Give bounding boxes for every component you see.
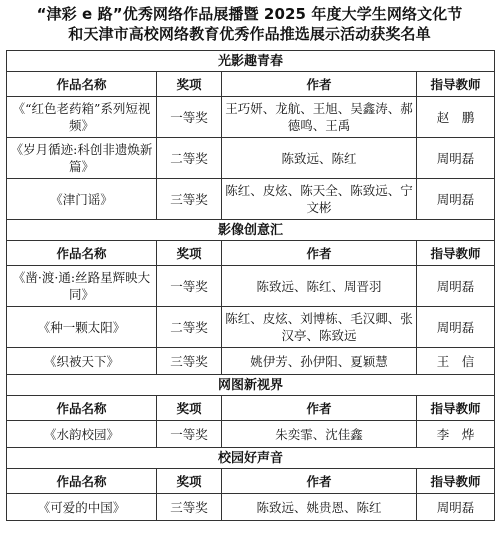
advisor-cell: 赵 鹏 <box>417 97 495 138</box>
header-advisor: 指导教师 <box>417 72 495 97</box>
header-author: 作者 <box>222 469 417 494</box>
award-cell: 一等奖 <box>157 266 222 307</box>
header-award: 奖项 <box>157 469 222 494</box>
advisor-cell: 周明磊 <box>417 494 495 521</box>
author-cell: 朱奕霏、沈佳鑫 <box>222 421 417 448</box>
header-advisor: 指导教师 <box>417 241 495 266</box>
award-cell: 一等奖 <box>157 97 222 138</box>
header-row <box>7 72 495 97</box>
author-cell: 陈致远、姚贵恩、陈红 <box>222 494 417 521</box>
table-row <box>7 266 495 307</box>
section-row <box>7 220 495 241</box>
advisor-cell: 周明磊 <box>417 307 495 348</box>
advisor-cell: 周明磊 <box>417 179 495 220</box>
work-cell: 《岁月循迹:科创非遗焕新篇》 <box>7 138 157 179</box>
header-row <box>7 469 495 494</box>
header-award: 奖项 <box>157 241 222 266</box>
work-cell: 《水韵校园》 <box>7 421 157 448</box>
section-title: 校园好声音 <box>7 448 495 469</box>
header-advisor: 指导教师 <box>417 396 495 421</box>
table-row <box>7 494 495 521</box>
author-cell: 陈红、皮炫、陈天全、陈致远、宁文彬 <box>222 179 417 220</box>
header-award: 奖项 <box>157 72 222 97</box>
author-cell: 陈红、皮炫、刘博栋、毛汉卿、张汉亭、陈致远 <box>222 307 417 348</box>
section-row <box>7 51 495 72</box>
header-award: 奖项 <box>157 396 222 421</box>
award-cell: 一等奖 <box>157 421 222 448</box>
work-cell: 《织被天下》 <box>7 348 157 375</box>
award-cell: 二等奖 <box>157 307 222 348</box>
advisor-cell: 王 信 <box>417 348 495 375</box>
header-work: 作品名称 <box>7 241 157 266</box>
header-author: 作者 <box>222 72 417 97</box>
table-row <box>7 179 495 220</box>
work-cell: 《“红色老药箱”系列短视频》 <box>7 97 157 138</box>
advisor-cell: 李 烨 <box>417 421 495 448</box>
work-cell: 《种一颗太阳》 <box>7 307 157 348</box>
header-work: 作品名称 <box>7 469 157 494</box>
table-row <box>7 421 495 448</box>
table-row <box>7 348 495 375</box>
award-cell: 三等奖 <box>157 348 222 375</box>
table-row <box>7 307 495 348</box>
section-title: 影像创意汇 <box>7 220 495 241</box>
header-advisor: 指导教师 <box>417 469 495 494</box>
header-work: 作品名称 <box>7 72 157 97</box>
header-author: 作者 <box>222 241 417 266</box>
advisor-cell: 周明磊 <box>417 138 495 179</box>
work-cell: 《可爱的中国》 <box>7 494 157 521</box>
author-cell: 王巧妍、龙航、王旭、吴鑫涛、郝德鸣、王禹 <box>222 97 417 138</box>
section-title: 光影趣青春 <box>7 51 495 72</box>
award-cell: 二等奖 <box>157 138 222 179</box>
document-title-line1: “津彩 e 路”优秀网络作品展播暨 2025 年度大学生网络文化节 <box>36 5 463 23</box>
award-cell: 三等奖 <box>157 494 222 521</box>
award-cell: 三等奖 <box>157 179 222 220</box>
work-cell: 《凿·渡·通:丝路星辉映大同》 <box>7 266 157 307</box>
author-cell: 陈致远、陈红、周晋羽 <box>222 266 417 307</box>
section-title: 网图新视界 <box>7 375 495 396</box>
header-row <box>7 396 495 421</box>
work-cell: 《津门谣》 <box>7 179 157 220</box>
header-work: 作品名称 <box>7 396 157 421</box>
table-row <box>7 97 495 138</box>
header-row <box>7 241 495 266</box>
section-row <box>7 375 495 396</box>
header-author: 作者 <box>222 396 417 421</box>
section-row <box>7 448 495 469</box>
author-cell: 姚伊芳、孙伊阳、夏颖慧 <box>222 348 417 375</box>
table-row <box>7 138 495 179</box>
award-table <box>6 50 495 521</box>
document-title-line2: 和天津市高校网络教育优秀作品推选展示活动获奖名单 <box>68 25 431 43</box>
author-cell: 陈致远、陈红 <box>222 138 417 179</box>
advisor-cell: 周明磊 <box>417 266 495 307</box>
